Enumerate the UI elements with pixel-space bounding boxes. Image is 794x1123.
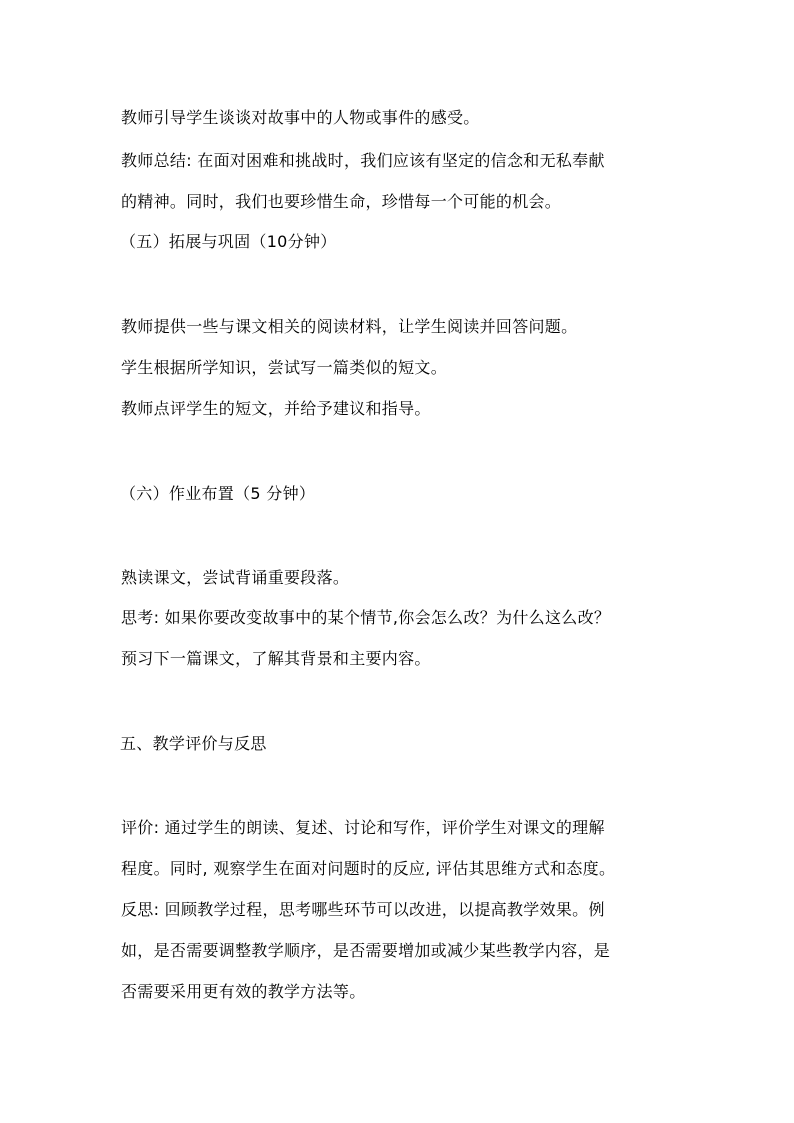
paragraph-line: 教师点评学生的短文，并给予建议和指导。 bbox=[121, 399, 431, 418]
section-heading: （六）作业布置（5 分钟） bbox=[120, 484, 316, 503]
paragraph-line: 程度。同时, 观察学生在面对问题时的反应, 评估其思维方式和态度。 bbox=[121, 859, 616, 878]
paragraph-line: 如，是否需要调整教学顺序，是否需要增加或减少某些教学内容，是 bbox=[121, 941, 611, 960]
paragraph-line: 反思: 回顾教学过程，思考哪些环节可以改进，以提高教学效果。例 bbox=[121, 900, 605, 919]
paragraph-line: 教师总结: 在面对困难和挑战时，我们应该有坚定的信念和无私奉献 bbox=[121, 151, 605, 170]
paragraph-line: 教师引导学生谈谈对故事中的人物或事件的感受。 bbox=[121, 108, 480, 127]
paragraph-line: 教师提供一些与课文相关的阅读材料，让学生阅读并回答问题。 bbox=[121, 317, 578, 336]
paragraph-line: 预习下一篇课文，了解其背景和主要内容。 bbox=[121, 649, 431, 668]
paragraph-line: 评价: 通过学生的朗读、复述、讨论和写作，评价学生对课文的理解 bbox=[121, 818, 605, 837]
paragraph-line: 学生根据所学知识，尝试写一篇类似的短文。 bbox=[121, 358, 448, 377]
paragraph-line: 熟读课文，尝试背诵重要段落。 bbox=[121, 568, 350, 587]
section-heading: （五）拓展与巩固（10分钟） bbox=[120, 232, 337, 251]
paragraph-line: 的精神。同时，我们也要珍惜生命，珍惜每一个可能的机会。 bbox=[121, 192, 562, 211]
paragraph-line: 思考: 如果你要改变故事中的某个情节,你会怎么改？为什么这么改？ bbox=[121, 608, 611, 627]
paragraph-line: 否需要采用更有效的教学方法等。 bbox=[121, 982, 366, 1001]
section-heading: 五、教学评价与反思 bbox=[120, 734, 267, 753]
